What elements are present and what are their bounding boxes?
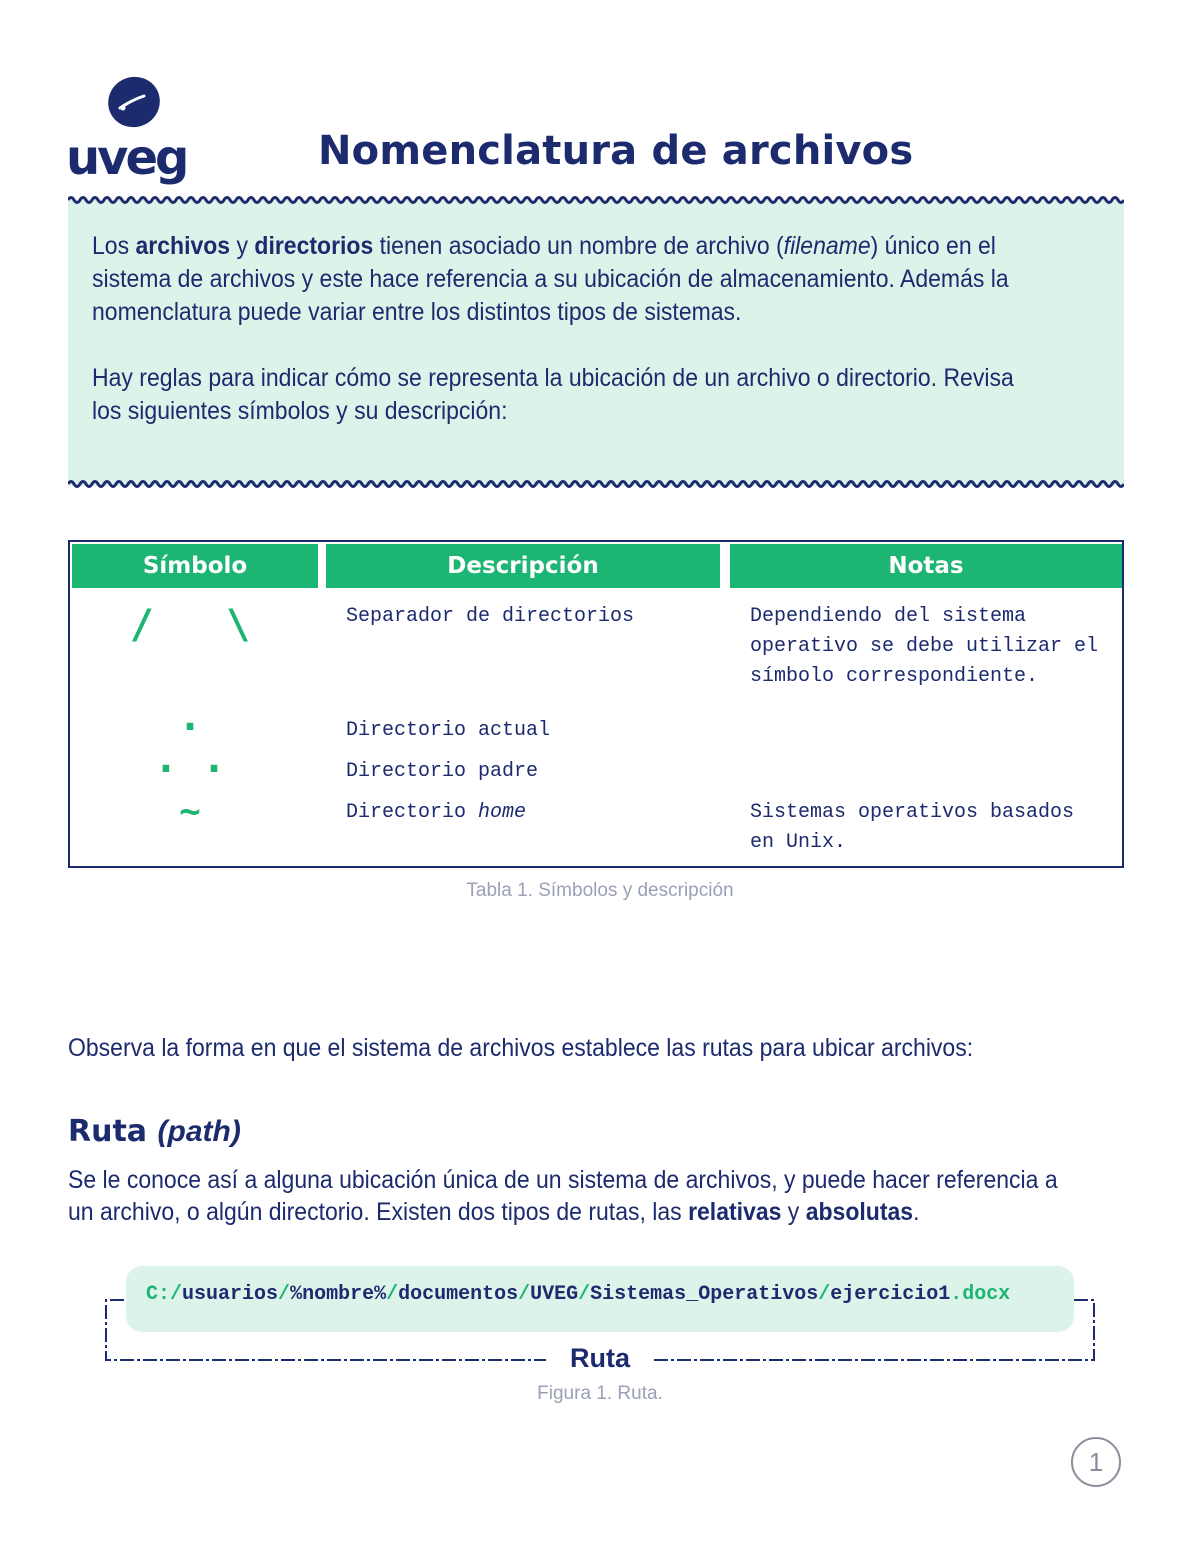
ruta-description: Se le conoce así a alguna ubicación única de un sistema de archivos, y puede hacer referencia a un archivo, o algún directorio. Existen dos tipos de rutas, las relativas y absolutas. <box>68 1166 1058 1226</box>
table-cell-description: Directorio actual <box>346 719 551 742</box>
intro-paragraph-1: Los archivos y directorios tienen asociado un nombre de archivo (filename) único en el sistema de archivos y este hace referencia a su ubicación de almacenamiento. Además la nomenclatura puede variar entre los distintos tipos de sistemas. <box>92 232 1009 326</box>
figure-caption: Figura 1. Ruta. <box>537 1383 663 1404</box>
column-header-description: Descripción <box>326 544 720 588</box>
wave-divider-top <box>68 194 1124 206</box>
table-cell-notes: Sistemas operativos basados en Unix. <box>750 801 1075 854</box>
path-label: Ruta <box>570 1343 630 1373</box>
section-heading-ruta: Ruta (path) <box>68 1114 241 1149</box>
observe-paragraph: Observa la forma en que el sistema de archivos establece las rutas para ubicar archivos: <box>68 1034 974 1062</box>
symbol-tilde: ~ <box>179 791 201 832</box>
symbol-slash-backslash: / \ <box>129 602 251 648</box>
table-cell-description: Directorio padre <box>346 760 539 783</box>
column-header-notes: Notas <box>730 544 1122 588</box>
logo-wordmark: uveg <box>66 130 187 186</box>
table-cell-description: Separador de directorios <box>346 605 635 628</box>
table-cell-description: Directorio home <box>346 801 527 824</box>
table-cell-notes: Dependiendo del sistema operativo se debe utilizar el símbolo correspondiente. <box>750 605 1099 688</box>
symbol-double-dot: . . <box>153 736 227 782</box>
path-example-text: C:/usuarios/%nombre%/documentos/UVEG/Sistemas_Operativos/ejercicio1.docx <box>146 1283 1011 1306</box>
symbol-dot: . <box>177 694 203 740</box>
symbols-table <box>68 540 1124 868</box>
table-caption: Tabla 1. Símbolos y descripción <box>466 880 734 901</box>
page-title: Nomenclatura de archivos <box>318 128 914 174</box>
column-header-symbol: Símbolo <box>72 544 318 588</box>
wave-divider-bottom <box>68 478 1124 490</box>
intro-paragraph-2: Hay reglas para indicar cómo se representa la ubicación de un archivo o directorio. Revisa los siguientes símbolos y su descripción: <box>92 364 1014 425</box>
uveg-logo <box>66 66 196 186</box>
page-number: 1 <box>1071 1437 1121 1487</box>
